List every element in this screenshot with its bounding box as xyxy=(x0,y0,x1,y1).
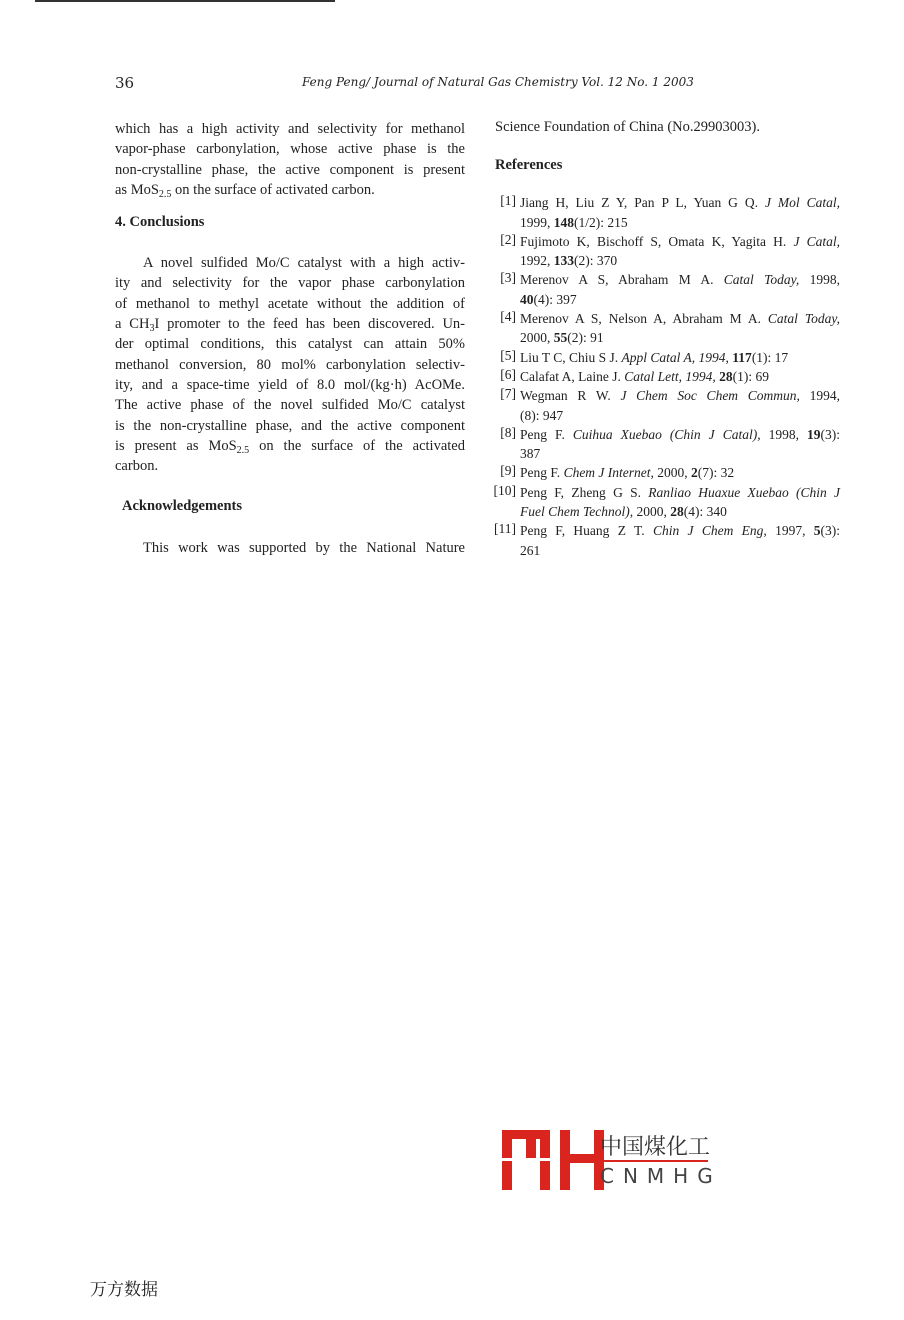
text-span: Merenov A S, Nelson A, Abraham M A. xyxy=(520,311,768,327)
text-span: I promoter to the feed has been discovered. Un- xyxy=(154,316,465,333)
left-column xyxy=(115,119,465,559)
text-span: 2000, xyxy=(653,465,692,481)
text-span: 117 xyxy=(732,349,752,365)
text-line xyxy=(495,117,845,137)
text-span: is present as MoS xyxy=(115,437,237,454)
text-span: as MoS xyxy=(115,181,159,198)
text-span: Ranliao Huaxue Xuebao (Chin J xyxy=(648,484,840,500)
text-span: Science Foundation of China (No.29903003). xyxy=(495,119,760,135)
watermark: 万方数据 xyxy=(90,1280,158,1300)
text-line xyxy=(115,139,465,159)
text-line xyxy=(115,294,465,314)
conclusions-paragraph xyxy=(115,253,465,476)
top-rule xyxy=(35,0,335,2)
reference-line xyxy=(520,444,840,463)
reference-line xyxy=(520,290,840,309)
reference-item xyxy=(500,463,840,482)
text-span: J Mol Catal, xyxy=(764,195,840,211)
text-span: Cuihua Xuebao (Chin J Catal), xyxy=(572,426,761,442)
text-span: non-crystalline phase, the active component is present xyxy=(115,161,465,178)
text-span: 1994, xyxy=(799,388,840,404)
text-span: Chem J Internet, xyxy=(563,465,654,481)
text-span: 55 xyxy=(553,330,568,346)
acknowledgements-paragraph xyxy=(115,538,465,558)
reference-line xyxy=(520,251,840,270)
text-line xyxy=(115,456,465,476)
text-span: 261 xyxy=(520,542,541,558)
text-span: Peng F, Huang Z T. xyxy=(520,523,653,539)
reference-number: [9] xyxy=(500,463,516,479)
text-span: Liu T C, Chiu S J. xyxy=(520,349,622,365)
text-span: 1998, xyxy=(760,426,807,442)
text-span: (3): xyxy=(820,523,841,539)
acknowledgements-continued xyxy=(495,117,845,137)
reference-item xyxy=(500,270,841,309)
text-span: 1999, xyxy=(520,214,554,230)
text-span: (1): 69 xyxy=(732,368,769,384)
text-line xyxy=(115,160,465,180)
reference-number: [11] xyxy=(494,521,516,537)
reference-number: [10] xyxy=(493,482,516,498)
reference-number: [4] xyxy=(500,309,516,325)
intro-paragraph xyxy=(115,119,465,200)
text-span: 19 xyxy=(807,426,821,442)
text-span: (1/2): 215 xyxy=(574,214,628,230)
reference-item xyxy=(500,309,840,348)
conclusions-heading: 4. Conclusions xyxy=(115,214,205,231)
reference-line xyxy=(520,193,840,212)
reference-item xyxy=(500,424,840,464)
reference-line xyxy=(520,328,840,347)
reference-item xyxy=(500,366,840,386)
text-span: (4): 340 xyxy=(683,504,727,520)
reference-line xyxy=(520,213,840,232)
references-heading: References xyxy=(495,157,563,174)
reference-line xyxy=(520,232,840,251)
text-span: 28 xyxy=(719,368,733,384)
text-span: Chin J Chem Eng, xyxy=(652,523,767,539)
reference-item xyxy=(493,482,840,522)
text-span: 40 xyxy=(520,291,534,307)
text-span: 5 xyxy=(813,523,821,539)
reference-line xyxy=(520,367,840,386)
text-line xyxy=(115,395,465,415)
text-span: Jiang H, Liu Z Y, Pan P L, Yuan G Q. xyxy=(520,195,765,211)
text-span: 133 xyxy=(553,253,574,269)
reference-number: [6] xyxy=(500,366,516,382)
text-span: der optimal conditions, this catalyst can attain 50% xyxy=(115,336,465,353)
reference-line xyxy=(520,483,840,502)
text-span: 2.5 xyxy=(158,188,172,200)
text-span: 3 xyxy=(149,323,155,335)
reference-item xyxy=(500,193,840,232)
reference-item xyxy=(500,231,840,271)
text-span: (7): 32 xyxy=(697,465,735,481)
text-span: (1): 17 xyxy=(751,349,789,365)
text-span: 2000, xyxy=(520,330,554,346)
text-span: is the non-crystalline phase, and the active component xyxy=(115,417,465,434)
text-line xyxy=(115,355,465,375)
reference-line xyxy=(520,270,840,289)
text-line xyxy=(115,334,465,354)
text-line xyxy=(115,375,465,395)
reference-line xyxy=(520,541,840,560)
text-span: This work was supported by the National Nature xyxy=(143,540,465,557)
reference-line xyxy=(520,309,840,328)
text-span: Fuel Chem Technol), xyxy=(520,504,634,520)
text-line xyxy=(115,273,465,293)
reference-line xyxy=(520,406,840,425)
text-line xyxy=(115,119,465,139)
text-span: 2 xyxy=(691,465,698,481)
cnmhg-logo xyxy=(502,1128,722,1196)
text-span: ity and selectivity for the vapor phase carbonylation xyxy=(115,275,465,292)
text-span: Appl Catal A, 1994, xyxy=(621,349,729,365)
reference-line xyxy=(520,502,840,521)
logo-chinese-text: 中国煤化工 xyxy=(600,1135,711,1160)
text-line xyxy=(115,416,465,436)
text-span: a CH xyxy=(115,316,150,333)
reference-list xyxy=(493,193,841,560)
text-span: (2): 91 xyxy=(567,330,604,346)
text-span: 2.5 xyxy=(236,444,250,456)
reference-number: [2] xyxy=(500,231,516,247)
reference-number: [1] xyxy=(500,193,516,209)
text-line xyxy=(115,314,465,334)
text-span: (3): xyxy=(820,426,840,442)
text-span: Catal Lett, 1994, xyxy=(624,368,716,384)
acknowledgements-heading: Acknowledgements xyxy=(122,498,243,515)
text-span: J Chem Soc Chem Commun, xyxy=(620,388,800,404)
text-line xyxy=(115,253,465,273)
text-span: 387 xyxy=(520,446,541,462)
text-span: Catal Today, xyxy=(767,311,840,327)
text-span: methanol conversion, 80 mol% carbonylation selectiv- xyxy=(115,356,465,373)
text-span: 2000, xyxy=(633,504,671,520)
text-span: Peng F. xyxy=(520,465,564,481)
text-span: 28 xyxy=(670,504,684,520)
reference-number: [5] xyxy=(500,347,516,363)
text-span: 1992, xyxy=(520,253,554,269)
page-number: 36 xyxy=(115,74,135,92)
reference-line xyxy=(520,348,840,367)
text-line xyxy=(115,538,465,558)
text-line xyxy=(115,180,465,200)
text-span: which has a high activity and selectivity for methanol xyxy=(115,121,465,137)
reference-number: [7] xyxy=(500,386,516,402)
reference-item xyxy=(500,386,840,425)
right-column xyxy=(495,117,845,560)
text-span: carbon. xyxy=(115,458,159,475)
text-span: 1997, xyxy=(766,523,814,539)
text-span: of methanol to methyl acetate without the addition of xyxy=(115,295,465,312)
text-span: on the surface of the activated xyxy=(249,437,465,454)
text-span: vapor-phase carbonylation, whose active phase is the xyxy=(115,141,465,158)
reference-line xyxy=(520,386,840,405)
text-span: (4): 397 xyxy=(533,291,577,307)
text-span: 148 xyxy=(553,214,574,230)
reference-item xyxy=(494,521,841,560)
reference-line xyxy=(520,521,840,540)
text-span: Catal Today, xyxy=(723,272,800,288)
reference-line xyxy=(520,425,840,444)
reference-line xyxy=(520,463,840,482)
text-span: (2): 370 xyxy=(574,253,618,269)
text-span: (8): 947 xyxy=(520,407,564,423)
text-span: Calafat A, Laine J. xyxy=(520,368,625,384)
text-span: J Catal, xyxy=(793,233,840,249)
running-head: Feng Peng/ Journal of Natural Gas Chemistry Vol. 12 No. 1 2003 xyxy=(302,75,694,89)
reference-number: [8] xyxy=(500,424,516,440)
text-span: on the surface of activated carbon. xyxy=(171,181,375,198)
text-span: A novel sulfided Mo/C catalyst with a high activ- xyxy=(143,255,465,272)
reference-number: [3] xyxy=(500,270,516,286)
text-span: Fujimoto K, Bischoff S, Omata K, Yagita H. xyxy=(520,233,794,249)
text-span: Peng F, Zheng G S. xyxy=(520,484,649,500)
reference-item xyxy=(500,347,840,367)
logo-latin-text: CNMHG xyxy=(600,1164,722,1188)
text-span: Merenov A S, Abraham M A. xyxy=(520,272,724,288)
text-span: The active phase of the novel sulfided Mo/C catalyst xyxy=(115,397,465,414)
text-line xyxy=(115,436,465,456)
text-span: Peng F. xyxy=(520,426,573,442)
text-span: ity, and a space-time yield of 8.0 mol/(kg·h) AcOMe. xyxy=(115,376,465,393)
text-span: Wegman R W. xyxy=(520,388,621,404)
text-span: 1998, xyxy=(799,272,841,288)
